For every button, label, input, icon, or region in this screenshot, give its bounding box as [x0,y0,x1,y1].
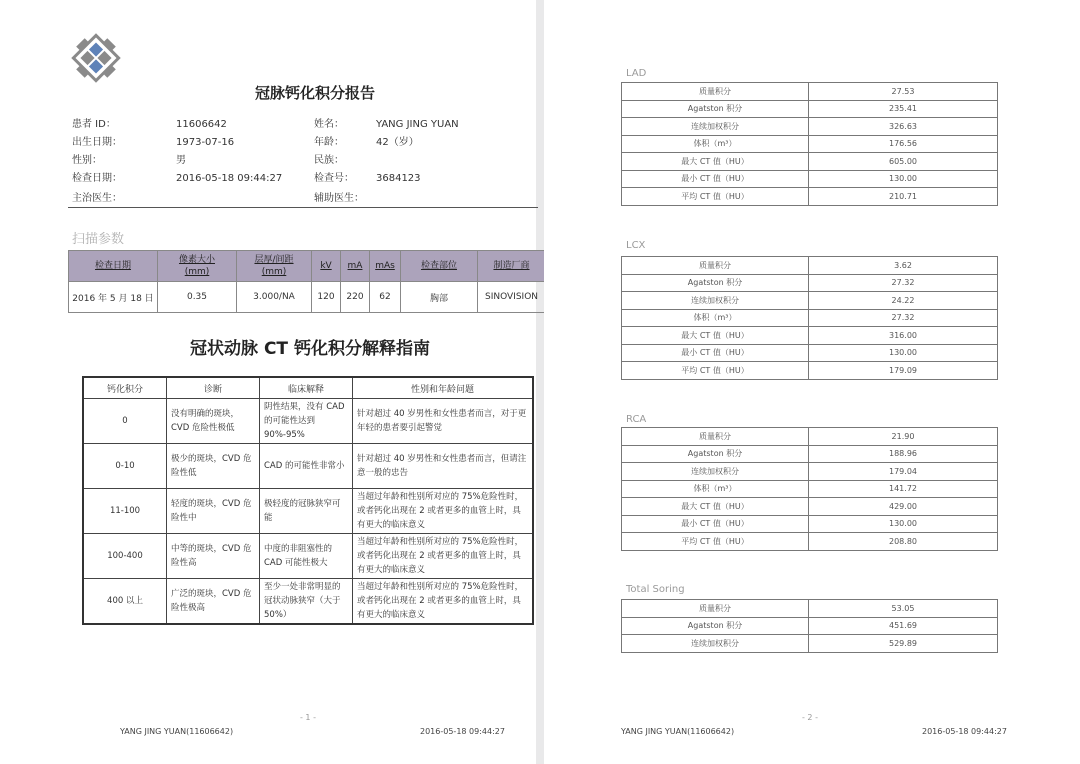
table-row [622,274,998,292]
metric-value: 21.90 [809,428,998,446]
table-cell: 胸部 [401,282,478,313]
table-row [622,344,998,362]
table-header: 性别和年龄问题 [353,377,534,399]
metric-value: 130.00 [809,170,998,188]
table-row [622,463,998,481]
patient-id-label: 患者 ID： [72,119,116,130]
metric-label: Agatston 积分 [622,274,809,292]
metric-value: 130.00 [809,515,998,533]
table-row [622,153,998,171]
footer-patient: YANG JING YUAN(11606642) [120,727,234,736]
metric-label: Agatston 积分 [622,100,809,118]
metric-label: 平均 CT 值（HU） [622,188,809,206]
table-header-row [69,251,546,282]
metric-label: 质量积分 [622,428,809,446]
section-heading-rca: RCA [626,414,647,425]
table-cell: 220 [341,282,370,313]
table-header: 像素大小 (mm) [158,251,237,282]
table-row [622,428,998,446]
table-row [622,309,998,327]
metric-label: 最小 CT 值（HU） [622,170,809,188]
table-row [83,534,533,579]
exam-no-label: 检查号： [314,173,354,184]
table-cell: SINOVISION [478,282,546,313]
table-row [622,188,998,206]
table-cell: 2016 年 5 月 18 日 [69,282,158,313]
metric-value: 210.71 [809,188,998,206]
age-value: 42（岁） [376,137,419,148]
table-cell: 中度的非阻塞性的 CAD 可能性极大 [260,534,353,579]
table-cell: 极少的斑块，CVD 危险性低 [167,444,260,489]
scan-params-heading: 扫描参数 [72,232,125,247]
table-cell: 0-10 [83,444,167,489]
metric-label: 最大 CT 值（HU） [622,498,809,516]
patient-id-value: 11606642 [176,119,227,130]
metric-label: 连续加权积分 [622,635,809,653]
table-row [622,533,998,551]
metric-value: 451.69 [809,617,998,635]
table-header: 诊断 [167,377,260,399]
table-cell: 0 [83,399,167,444]
age-label: 年龄： [314,137,344,148]
section-heading-lcx: LCX [626,240,646,251]
report-page-1 [0,0,539,764]
table-cell: 当超过年龄和性别所对应的 75%危险性时，或者钙化出现在 2 或者更多的血管上时，具有更大的临床意义 [353,489,534,534]
exam-no-value: 3684123 [376,173,421,184]
table-row [622,135,998,153]
metric-value: 27.53 [809,83,998,101]
table-header: mA [341,251,370,282]
report-page-2 [544,0,1080,764]
table-row [83,399,533,444]
metric-label: 质量积分 [622,83,809,101]
metric-value: 235.41 [809,100,998,118]
table-cell: 广泛的斑块，CVD 危险性极高 [167,579,260,625]
metric-label: 体积（m³） [622,135,809,153]
metric-value: 316.00 [809,327,998,345]
metric-label: 最大 CT 值（HU） [622,327,809,345]
metric-label: 连续加权积分 [622,292,809,310]
metric-value: 176.56 [809,135,998,153]
section-heading-lad: LAD [626,68,647,79]
table-row [622,257,998,275]
metric-value: 188.96 [809,445,998,463]
metric-label: 质量积分 [622,257,809,275]
dob-value: 1973-07-16 [176,137,235,148]
metric-value: 141.72 [809,480,998,498]
table-cell: 当超过年龄和性别所对应的 75%危险性时，或者钙化出现在 2 或者更多的血管上时，具有更大的临床意义 [353,534,534,579]
hospital-logo-icon [68,30,124,86]
metric-value: 208.80 [809,533,998,551]
sex-value: 男 [176,155,186,166]
table-cell: CAD 的可能性非常小 [260,444,353,489]
lcx-table [621,256,998,380]
metric-value: 429.00 [809,498,998,516]
table-cell: 中等的斑块，CVD 危险性高 [167,534,260,579]
ethnicity-label: 民族： [314,155,344,166]
table-row [622,292,998,310]
patient-name-value: YANG JING YUAN [376,119,459,130]
table-row [622,170,998,188]
metric-label: 最小 CT 值（HU） [622,344,809,362]
footer-datetime: 2016-05-18 09:44:27 [420,727,505,736]
metric-label: 最小 CT 值（HU） [622,515,809,533]
footer-datetime: 2016-05-18 09:44:27 [922,727,1007,736]
table-row [622,600,998,618]
metric-label: 质量积分 [622,600,809,618]
table-cell: 针对超过 40 岁男性和女性患者而言，但请注意一般的忠告 [353,444,534,489]
table-row [622,617,998,635]
info-row [72,116,538,134]
table-row [622,445,998,463]
rca-table [621,427,998,551]
metric-value: 605.00 [809,153,998,171]
table-cell: 轻度的斑块，CVD 危险性中 [167,489,260,534]
metric-label: 体积（m³） [622,309,809,327]
table-row [622,480,998,498]
metric-value: 179.09 [809,362,998,380]
metric-label: 平均 CT 值（HU） [622,362,809,380]
sex-label: 性别： [72,155,102,166]
table-cell: 62 [370,282,401,313]
assistant-label: 辅助医生： [314,193,364,204]
report-title: 冠脉钙化积分报告 [254,84,375,102]
metric-label: Agatston 积分 [622,445,809,463]
table-header: 检查日期 [69,251,158,282]
metric-value: 529.89 [809,635,998,653]
page-number: - 1 - [300,713,316,722]
table-cell: 没有明确的斑块，CVD 危险性极低 [167,399,260,444]
guide-title: 冠状动脉 CT 钙化积分解释指南 [190,339,430,359]
metric-value: 130.00 [809,344,998,362]
metric-value: 3.62 [809,257,998,275]
table-row [69,282,546,313]
table-row [622,83,998,101]
metric-value: 27.32 [809,274,998,292]
lad-table [621,82,998,206]
metric-label: 平均 CT 值（HU） [622,533,809,551]
table-row [622,100,998,118]
table-row [622,635,998,653]
metric-label: Agatston 积分 [622,617,809,635]
patient-name-label: 姓名： [314,119,344,130]
table-row [622,498,998,516]
table-header: 制造厂商 [478,251,546,282]
table-cell: 极轻度的冠脉狭窄可能 [260,489,353,534]
table-header: 临床解释 [260,377,353,399]
table-cell: 3.000/NA [237,282,312,313]
footer-patient: YANG JING YUAN(11606642) [621,727,735,736]
table-header-row [83,377,533,399]
table-cell: 至少一处非常明显的冠状动脉狭窄（大于 50%） [260,579,353,625]
table-cell: 400 以上 [83,579,167,625]
dob-label: 出生日期： [72,137,122,148]
table-cell: 阴性结果，没有 CAD 的可能性达到 90%-95% [260,399,353,444]
table-header: 钙化积分 [83,377,167,399]
info-row [72,152,538,170]
metric-label: 体积（m³） [622,480,809,498]
patient-info [72,116,538,188]
doctor-label: 主治医生： [72,193,122,204]
doctor-row [72,190,538,207]
total-table [621,599,998,653]
table-cell: 针对超过 40 岁男性和女性患者而言，对于更年轻的患者要引起警觉 [353,399,534,444]
table-header: mAs [370,251,401,282]
info-row [72,134,538,152]
table-row [83,579,533,625]
exam-date-label: 检查日期： [72,173,122,184]
table-cell: 100-400 [83,534,167,579]
table-row [622,362,998,380]
metric-value: 27.32 [809,309,998,327]
section-heading-total: Total Soring [626,584,685,595]
metric-value: 53.05 [809,600,998,618]
table-row [622,515,998,533]
metric-value: 326.63 [809,118,998,136]
table-header: 层厚/间距 (mm) [237,251,312,282]
table-header: kV [312,251,341,282]
table-row [83,489,533,534]
table-cell: 120 [312,282,341,313]
table-row [83,444,533,489]
page-number: - 2 - [802,713,818,722]
exam-date-value: 2016-05-18 09:44:27 [176,173,283,184]
table-row [622,327,998,345]
table-header: 检查部位 [401,251,478,282]
table-cell: 11-100 [83,489,167,534]
table-row [622,118,998,136]
scan-params-table [68,250,546,313]
metric-label: 连续加权积分 [622,463,809,481]
metric-value: 179.04 [809,463,998,481]
table-cell: 当超过年龄和性别所对应的 75%危险性时，或者钙化出现在 2 或者更多的血管上时，具有更大的临床意义 [353,579,534,625]
metric-label: 最大 CT 值（HU） [622,153,809,171]
table-cell: 0.35 [158,282,237,313]
divider [68,207,538,208]
metric-value: 24.22 [809,292,998,310]
info-row [72,170,538,188]
guide-table [82,376,534,625]
metric-label: 连续加权积分 [622,118,809,136]
